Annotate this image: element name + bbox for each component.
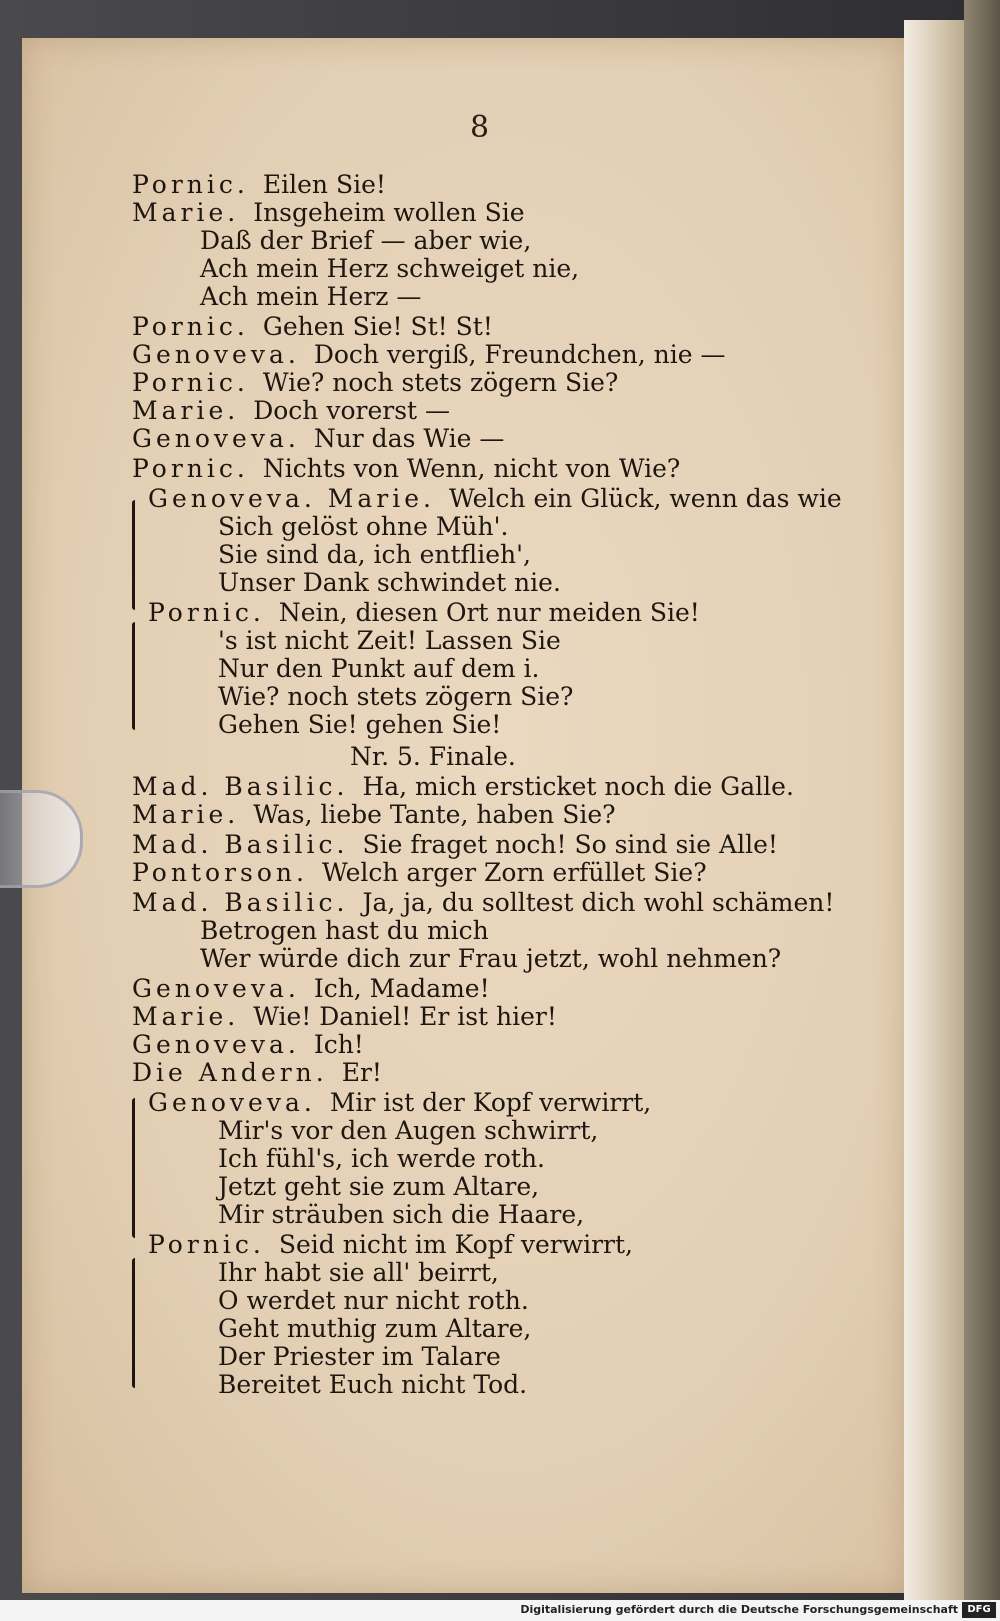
line-text: Nur das Wie — xyxy=(313,424,505,453)
text-line xyxy=(132,340,725,370)
speaker-name: Genoveva. Marie. xyxy=(148,484,435,513)
line-text: 's ist nicht Zeit! Lassen Sie xyxy=(218,626,561,655)
text-line xyxy=(200,226,531,256)
line-text: Sie fraget noch! So sind sie Alle! xyxy=(362,830,778,859)
text-line xyxy=(350,742,516,772)
line-text: Sich gelöst ohne Müh'. xyxy=(218,512,509,541)
line-text: Wer würde dich zur Frau jetzt, wohl nehmen? xyxy=(200,944,782,973)
line-text: Geht muthig zum Altare, xyxy=(218,1314,532,1343)
line-text: Der Priester im Talare xyxy=(218,1342,501,1371)
line-text: Nein, diesen Ort nur meiden Sie! xyxy=(278,598,700,627)
line-text: Was, liebe Tante, haben Sie? xyxy=(253,800,616,829)
speaker-name: Genoveva. xyxy=(132,424,300,453)
brace-duet-3 xyxy=(132,1098,135,1238)
speaker-name: Genoveva. xyxy=(132,340,300,369)
text-line xyxy=(218,512,508,542)
line-text: Betrogen hast du mich xyxy=(200,916,489,945)
text-line xyxy=(132,888,834,918)
text-line xyxy=(132,1058,382,1088)
line-text: Welch ein Glück, wenn das wie xyxy=(448,484,842,513)
text-line xyxy=(218,1370,527,1400)
text-line xyxy=(132,170,386,200)
text-line xyxy=(132,312,493,342)
text-line xyxy=(132,1002,557,1032)
text-line xyxy=(132,368,618,398)
speaker-name: Marie. xyxy=(132,198,240,227)
speaker-name: Mad. Basilic. xyxy=(132,772,349,801)
text-line xyxy=(218,710,501,740)
text-line xyxy=(132,396,450,426)
brace-duet-1 xyxy=(132,500,135,610)
line-text: Nur den Punkt auf dem i. xyxy=(218,654,540,683)
text-line xyxy=(218,540,531,570)
line-text: Ha, mich ersticket noch die Galle. xyxy=(362,772,794,801)
page-number: 8 xyxy=(470,110,490,145)
speaker-name: Genoveva. xyxy=(132,1030,300,1059)
text-line xyxy=(218,1286,529,1316)
speaker-name: Pornic. xyxy=(132,170,249,199)
line-text: Ach mein Herz — xyxy=(200,282,422,311)
text-line xyxy=(132,198,525,228)
line-text: Nr. 5. Finale. xyxy=(350,742,516,771)
line-text: Seid nicht im Kopf verwirrt, xyxy=(278,1230,633,1259)
line-text: Jetzt geht sie zum Altare, xyxy=(218,1172,540,1201)
speaker-name: Pornic. xyxy=(148,1230,265,1259)
text-line xyxy=(132,424,504,454)
text-line xyxy=(218,682,573,712)
line-text: Ihr habt sie all' beirrt, xyxy=(218,1258,499,1287)
text-line xyxy=(200,282,421,312)
line-text: Unser Dank schwindet nie. xyxy=(218,568,561,597)
page-edge xyxy=(904,20,964,1600)
text-line xyxy=(148,484,842,514)
line-text: Wie! Daniel! Er ist hier! xyxy=(253,1002,557,1031)
line-text: Welch arger Zorn erfüllet Sie? xyxy=(321,858,707,887)
text-line xyxy=(132,772,794,802)
text-line xyxy=(218,1342,501,1372)
line-text: Ach mein Herz schweiget nie, xyxy=(200,254,580,283)
line-text: Ich, Madame! xyxy=(313,974,490,1003)
line-text: Sie sind da, ich entflieh', xyxy=(218,540,531,569)
speaker-name: Marie. xyxy=(132,396,240,425)
text-line xyxy=(218,568,561,598)
line-text: Doch vorerst — xyxy=(253,396,451,425)
speaker-name: Genoveva. xyxy=(132,974,300,1003)
line-text: Er! xyxy=(341,1058,382,1087)
text-line xyxy=(218,626,561,656)
text-line xyxy=(218,1258,499,1288)
text-line xyxy=(132,800,616,830)
footer-credit: Digitalisierung gefördert durch die Deutsche Forschungsgemeinschaft xyxy=(520,1603,958,1616)
line-text: Mir sträuben sich die Haare, xyxy=(218,1200,585,1229)
text-line xyxy=(132,830,778,860)
line-text: Nichts von Wenn, nicht von Wie? xyxy=(262,454,681,483)
text-line xyxy=(200,944,781,974)
line-text: Daß der Brief — aber wie, xyxy=(200,226,532,255)
text-line xyxy=(148,1230,633,1260)
line-text: Wie? noch stets zögern Sie? xyxy=(218,682,574,711)
speaker-name: Die Andern. xyxy=(132,1058,328,1087)
text-line xyxy=(132,1030,364,1060)
text-line xyxy=(148,1088,651,1118)
text-line xyxy=(218,1200,584,1230)
page-clip xyxy=(0,790,83,888)
line-text: Ich fühl's, ich werde roth. xyxy=(218,1144,546,1173)
line-text: Wie? noch stets zögern Sie? xyxy=(262,368,619,397)
line-text: Ja, ja, du solltest dich wohl schämen! xyxy=(362,888,835,917)
speaker-name: Mad. Basilic. xyxy=(132,888,349,917)
brace-duet-2 xyxy=(132,622,135,730)
line-text: O werdet nur nicht roth. xyxy=(218,1286,529,1315)
line-text: Mir's vor den Augen schwirrt, xyxy=(218,1116,599,1145)
line-text: Eilen Sie! xyxy=(262,170,386,199)
line-text: Ich! xyxy=(313,1030,364,1059)
text-line xyxy=(132,974,490,1004)
line-text: Gehen Sie! gehen Sie! xyxy=(218,710,502,739)
text-line xyxy=(200,254,579,284)
line-text: Insgeheim wollen Sie xyxy=(253,198,525,227)
line-text: Bereitet Euch nicht Tod. xyxy=(218,1370,528,1399)
text-line xyxy=(132,858,707,888)
speaker-name: Pontorson. xyxy=(132,858,308,887)
text-line xyxy=(218,1314,531,1344)
footer-bar xyxy=(0,1600,1000,1621)
text-line xyxy=(218,1172,539,1202)
text-line xyxy=(148,598,700,628)
text-line xyxy=(218,654,539,684)
speaker-name: Pornic. xyxy=(148,598,265,627)
speaker-name: Marie. xyxy=(132,1002,240,1031)
line-text: Doch vergiß, Freundchen, nie — xyxy=(313,340,726,369)
text-line xyxy=(218,1144,545,1174)
text-line xyxy=(132,454,680,484)
text-line xyxy=(200,916,489,946)
book-binding-edge xyxy=(964,0,1000,1600)
dfg-logo: DFG xyxy=(962,1602,996,1618)
text-line xyxy=(218,1116,598,1146)
brace-duet-4 xyxy=(132,1258,135,1388)
speaker-name: Genoveva. xyxy=(148,1088,316,1117)
line-text: Mir ist der Kopf verwirrt, xyxy=(329,1088,652,1117)
line-text: Gehen Sie! St! St! xyxy=(262,312,493,341)
speaker-name: Pornic. xyxy=(132,312,249,341)
speaker-name: Pornic. xyxy=(132,368,249,397)
speaker-name: Marie. xyxy=(132,800,240,829)
speaker-name: Pornic. xyxy=(132,454,249,483)
speaker-name: Mad. Basilic. xyxy=(132,830,349,859)
